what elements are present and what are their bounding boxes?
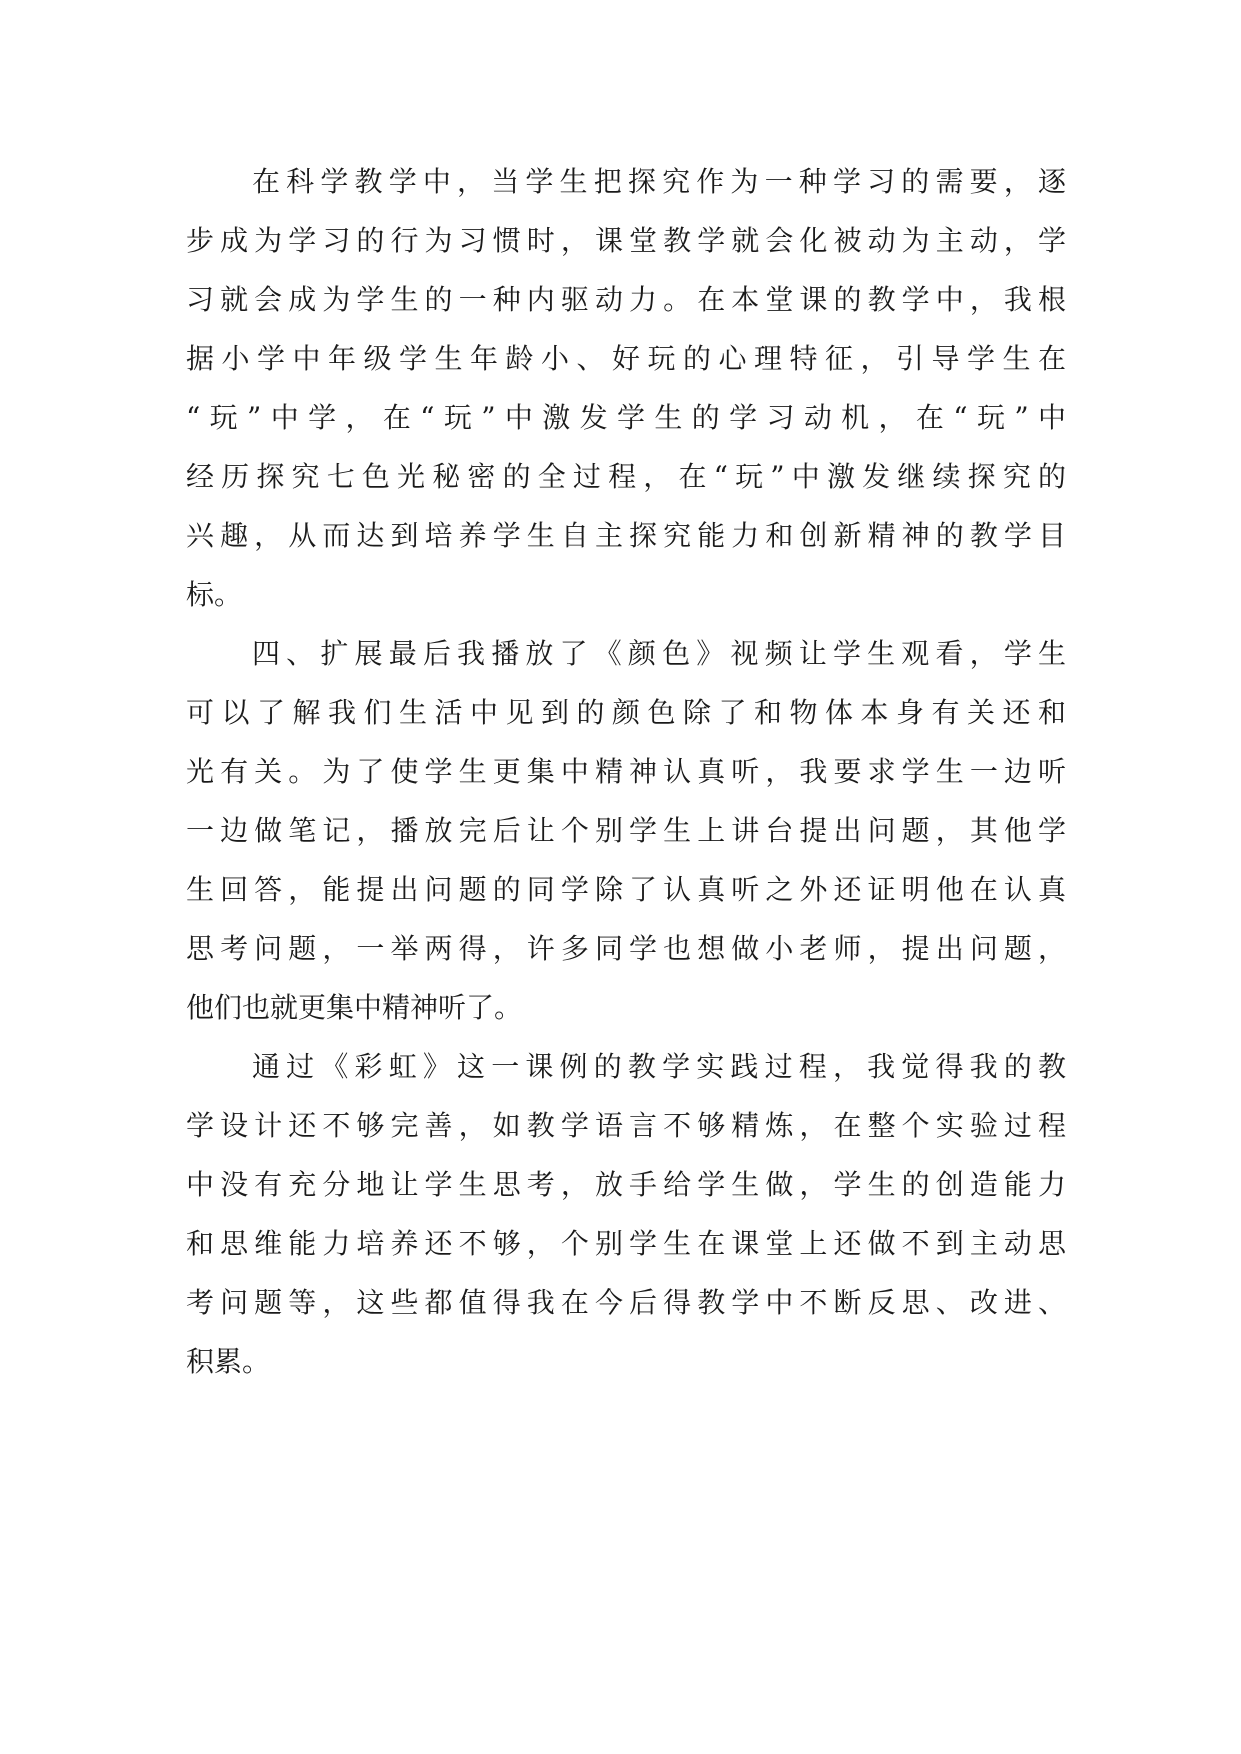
text-line: 学设计还不够完善，如教学语言不够精炼，在整个实验过程	[186, 1109, 1066, 1142]
text-line: 和思维能力培养还不够，个别学生在课堂上还做不到主动思	[186, 1227, 1066, 1260]
document-body	[186, 152, 1066, 1391]
text-line: 在科学教学中，当学生把探究作为一种学习的需要，逐	[252, 165, 1066, 198]
text-line: 一边做笔记，播放完后让个别学生上讲台提出问题，其他学	[186, 814, 1066, 847]
text-line: 积累。	[186, 1345, 271, 1378]
text-line: 步成为学习的行为习惯时，课堂教学就会化被动为主动，学	[186, 224, 1066, 257]
text-line: 他们也就更集中精神听了。	[186, 991, 523, 1024]
paragraph-1	[186, 152, 1066, 624]
text-line: 可以了解我们生活中见到的颜色除了和物体本身有关还和	[186, 696, 1066, 729]
text-line: 思考问题，一举两得，许多同学也想做小老师，提出问题，	[186, 932, 1066, 965]
text-line: 通过《彩虹》这一课例的教学实践过程，我觉得我的教	[252, 1050, 1066, 1083]
text-line: 生回答，能提出问题的同学除了认真听之外还证明他在认真	[186, 873, 1066, 906]
text-line: 四、扩展最后我播放了《颜色》视频让学生观看，学生	[252, 637, 1066, 670]
text-line: 兴趣，从而达到培养学生自主探究能力和创新精神的教学目	[186, 519, 1066, 552]
text-line: 考问题等，这些都值得我在今后得教学中不断反思、改进、	[186, 1286, 1066, 1319]
text-line: “玩”中学，在“玩”中激发学生的学习动机，在“玩”中	[186, 401, 1066, 434]
paragraph-3	[186, 1037, 1066, 1391]
paragraph-2	[186, 624, 1066, 1037]
text-line: 经历探究七色光秘密的全过程，在“玩”中激发继续探究的	[186, 460, 1066, 493]
text-line: 中没有充分地让学生思考，放手给学生做，学生的创造能力	[186, 1168, 1066, 1201]
text-line: 光有关。为了使学生更集中精神认真听，我要求学生一边听	[186, 755, 1066, 788]
text-line: 习就会成为学生的一种内驱动力。在本堂课的教学中，我根	[186, 283, 1066, 316]
text-line: 据小学中年级学生年龄小、好玩的心理特征，引导学生在	[186, 342, 1066, 375]
text-line: 标。	[186, 578, 243, 611]
